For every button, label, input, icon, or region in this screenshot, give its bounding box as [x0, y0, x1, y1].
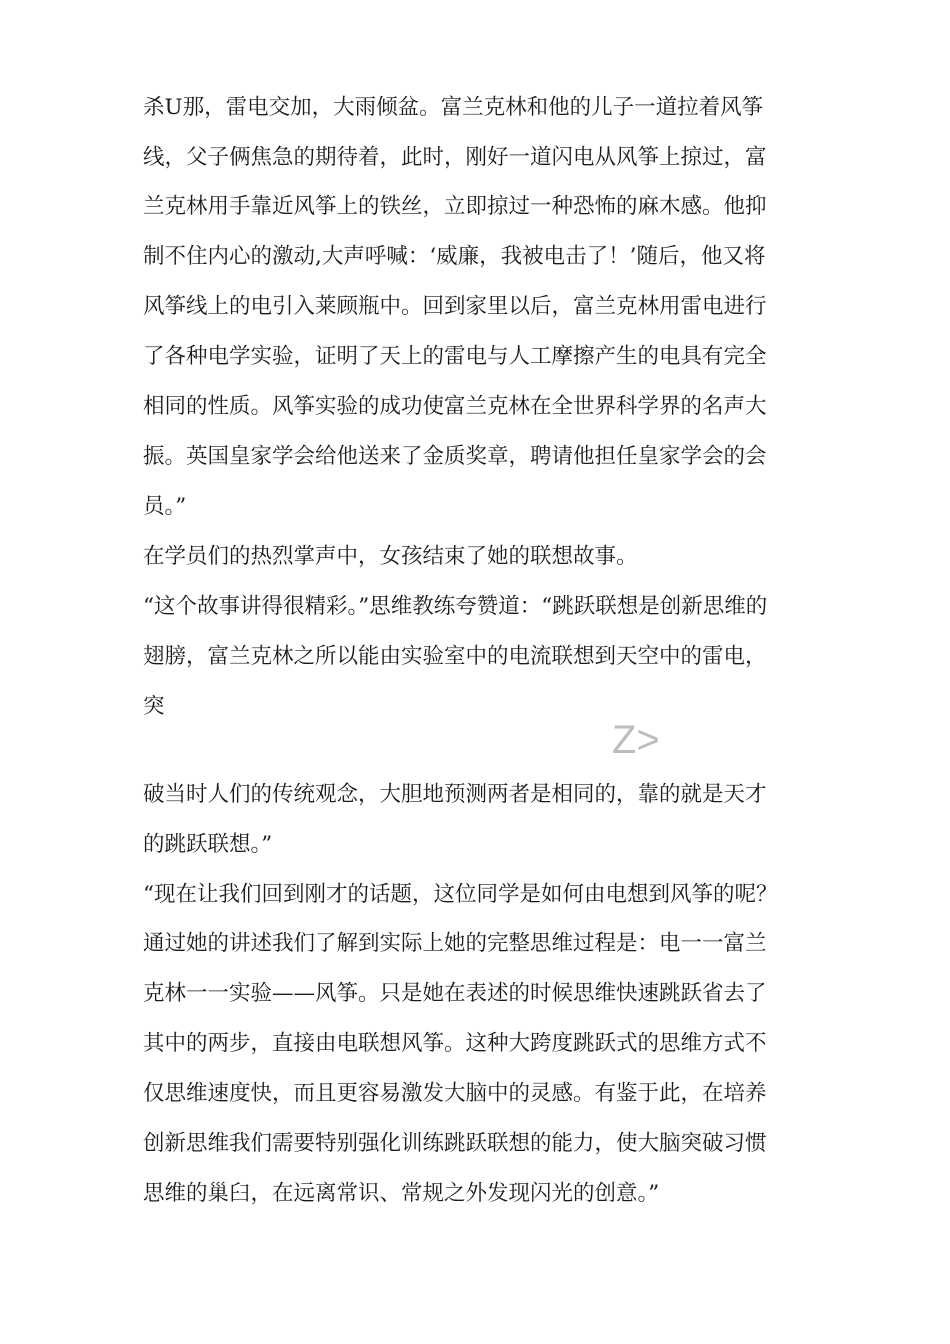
text-line: 了各种电学实验，证明了天上的雷电与人工摩擦产生的电具有完全 — [143, 344, 767, 369]
text-line: 风筝线上的电引入莱顾瓶中。回到家里以后，富兰克林用雷电进行 — [143, 294, 767, 319]
text-line: 创新思维我们需要特别强化训练跳跃联想的能力，使大脑突破习惯 — [143, 1131, 767, 1156]
text-line: 克林一一实验——风筝。只是她在表述的时候思维快速跳跃省去了 — [143, 981, 767, 1006]
text-line: 兰克林用手靠近风筝上的铁丝，立即掠过一种恐怖的麻木感。他抑 — [143, 194, 767, 219]
text-line: 破当时人们的传统观念，大胆地预测两者是相同的，靠的就是天才 — [143, 782, 767, 807]
text-line: 相同的性质。风筝实验的成功使富兰克林在全世界科学界的名声大 — [143, 394, 767, 419]
text-line: 在学员们的热烈掌声中，女孩结束了她的联想故事。 — [143, 544, 638, 569]
text-line: 其中的两步，直接由电联想风筝。这种大跨度跳跃式的思维方式不 — [143, 1031, 767, 1056]
text-line: 翅膀，富兰克林之所以能由实验室中的电流联想到天空中的雷电， — [143, 644, 767, 669]
text-line: “现在让我们回到刚才的话题，这位同学是如何由电想到风筝的呢？ — [143, 882, 778, 907]
text-line: 制不住内心的激动,大声呼喊：‘威廉，我被电击了！’随后，他又将 — [143, 244, 766, 269]
text-line: 突 — [143, 694, 165, 719]
text-line: 思维的巢臼，在远离常识、常规之外发现闪光的创意。” — [143, 1181, 660, 1206]
watermark-text: Z> — [612, 718, 660, 762]
text-line: 的跳跃联想。” — [143, 832, 273, 857]
text-line: 员。” — [143, 494, 187, 519]
text-line: 通过她的讲述我们了解到实际上她的完整思维过程是：电一一富兰 — [143, 931, 767, 956]
text-line: “这个故事讲得很精彩。”思维教练夸赞道：“跳跃联想是创新思维的 — [143, 594, 768, 619]
text-line: 振。英国皇家学会给他送来了金质奖章，聘请他担任皇家学会的会 — [143, 444, 767, 469]
text-line: 线，父子俩焦急的期待着，此时，刚好一道闪电从风筝上掠过，富 — [143, 145, 767, 170]
text-line: 杀U那，雷电交加，大雨倾盆。富兰克林和他的儿子一道拉着风筝 — [143, 95, 764, 120]
text-line: 仅思维速度快，而且更容易激发大脑中的灵感。有鉴于此，在培养 — [143, 1081, 767, 1106]
